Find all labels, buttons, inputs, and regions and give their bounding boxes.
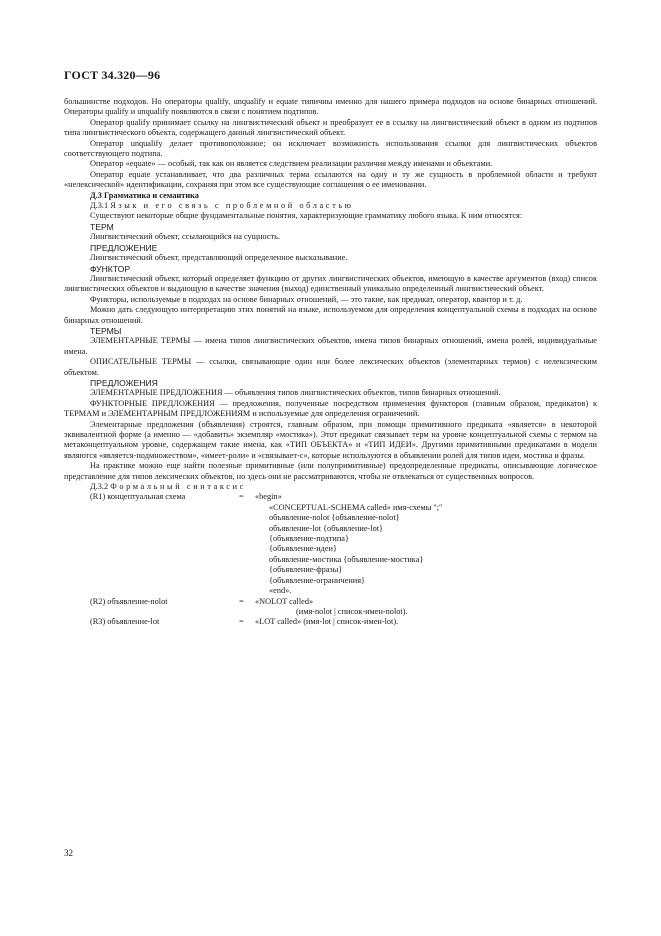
syntax-rule-r3 [64,617,597,627]
term-heading: ФУНКТОР [90,263,131,274]
term-definition: Лингвистический объект, ссылающийся на сущность. [90,232,281,242]
section-heading-d31 [90,201,597,211]
rule-equals: = [239,596,244,606]
paragraph: Оператор equate устанавливает, что два различных терма ссылаются на одну и ту же сущность в проблемной области и требуют «нелексической» идентификации, сохраняя при этом все существующие соглашения о ее именовании. [64,169,597,190]
term-heading: ПРЕДЛОЖЕНИЕ [90,242,158,253]
rule-line: «NOLOT called» [255,596,314,606]
rule-line: объявление-nolot {объявление-nolot} [269,513,400,523]
rule-label: (R3) объявление-lot [90,617,160,627]
rule-line: «end». [269,586,292,596]
rule-line: «begin» [255,492,282,502]
paragraph: ФУНКТОРНЫЕ ПРЕДЛОЖЕНИЯ — предложения, полученные посредством применения функторов (главным образом, предикатов) к ТЕРМАМ и ЭЛЕМЕНТАРНЫМ ПРЕДЛОЖЕНИЯМ и используемые для определения ограничений. [64,398,597,419]
rule-line: {объявление-фразы} [269,565,343,575]
page-header: ГОСТ 34.320—96 [64,68,161,82]
section-heading-d3: Д.3 Грамматика и семантика [90,190,199,200]
paragraph: ОПИСАТЕЛЬНЫЕ ТЕРМЫ — ссылки, связывающие один или более лексических объектов (элементарных термов) с нелексическим объектом. [64,357,597,377]
syntax-rule-r1 [64,492,597,502]
rule-equals: = [239,617,244,627]
section-title: Формальный синтаксис [110,482,246,492]
document-page [64,68,597,628]
page-number: 32 [64,848,73,858]
paragraph: На практике можно еще найти полезные примитивные (или полупримитивные) предопределенные предикаты, описывающие логическое представление для типов лексических объектов, но здесь они не рассматриваются, чтобы не отвлекаться от существенных вопросов. [64,461,597,481]
rule-line: «LOT called» (имя-lot | список-имен-lot). [255,617,399,627]
rule-label: (R2) объявление-nolot [90,596,168,606]
rule-line: {объявление-ограничения} [269,575,366,585]
paragraph: Элементарные предложения (объявления) строятся, главным образом, при помощи примитивного предиката «является» в некоторой эквивалентной форме (а именно — «добавить» экземпляр «мостика»). Этот предикат связывает терм на уровне концептуальной схемы с термом на метаконцептуальном уровне, содержащем такие имена, как «ТИП ОБЪЕКТА» и «ТИП ИДЕИ». Другими примитивными предикатами в модели являются «является-подмножеством», «имеет-роли» и «связывает-с», которые используются в объявлении ролей для типов идеи, мостика и фразы. [64,419,597,460]
paragraph: Оператор unqualify делает противоположное; он исключает возможность использования ссылки для лингвистических объектов соответствующего подтипа. [64,138,597,159]
paragraph: ЭЛЕМЕНТАРНЫЕ ПРЕДЛОЖЕНИЯ — объявления типов лингвистических объектов, типов бинарных отношений. [90,388,501,398]
syntax-rule-r2 [64,597,597,607]
section-number: Д.3.1 [90,201,109,211]
rule-label: (R1) концептуальная схема [90,492,186,502]
paragraph: большинстве подходов. Но операторы qualify, unqualify и equate типичны именно для нашего примера подходов на основе бинарных отношений. Операторы qualify и unqualify появляются в связи с понятием подтипов. [64,97,597,117]
paragraph: Функторы, используемые в подходах на основе бинарных отношений, — это такие, как предикат, оператор, квантор и т. д. [90,294,523,304]
paragraph: Существуют некоторые общие фундаментальные понятия, характеризующие грамматику любого языка. К ним относятся: [90,211,523,221]
rule-line: объявление-lot {объявление-lot} [269,523,384,533]
rule-line: {объявление-подтипа} [269,534,349,544]
terms-heading: ТЕРМЫ [90,325,122,336]
rule-line: {объявление-идеи} [269,544,337,554]
rule-line: «CONCEPTUAL-SCHEMA called» имя-схемы ";" [269,502,443,512]
document-body [64,97,597,628]
rule-equals: = [239,492,244,502]
section-number: Д.3.2 [90,482,109,492]
term-definition: Лингвистический объект, представляющий определенное высказывание. [90,253,348,263]
section-heading-d32 [90,482,597,492]
sentences-heading: ПРЕДЛОЖЕНИЯ [90,377,158,388]
rule-line: (имя-nolot | список-имен-nolot). [296,606,408,616]
paragraph: ЭЛЕМЕНТАРНЫЕ ТЕРМЫ — имена типов лингвистических объектов, имена типов бинарных отношений, имена ролей, индивидуальные имена. [64,336,597,356]
rule-line: объявление-мостика {объявление-мостика} [269,554,424,564]
paragraph: Оператор qualify принимает ссылку на лингвистический объект и преобразует ее в ссылку на лингвистический объект в одном из подтипов типа лингвистического объекта, содержащего данный лингвистический объект. [64,117,597,138]
term-heading: ТЕРМ [90,221,114,232]
section-title: Язык и его связь с проблемной областью [110,201,354,211]
paragraph: Можно дать следующую интерпретацию этих понятий на языке, используемом для определения концептуальной схемы в подходах на основе бинарных отношений. [64,305,597,325]
term-definition: Лингвистический объект, который определяет функцию от других лингвистических объектов, имеющую в качестве аргументов (вход) список лингвистических объектов и выдающую в качестве значения (выход) единственный уникально определенный лингвистический объект. [64,273,597,294]
paragraph: Оператор «equate» — особый, так как он является следствием реализации различия между именами и объектами. [90,159,493,169]
syntax-block [64,492,597,627]
